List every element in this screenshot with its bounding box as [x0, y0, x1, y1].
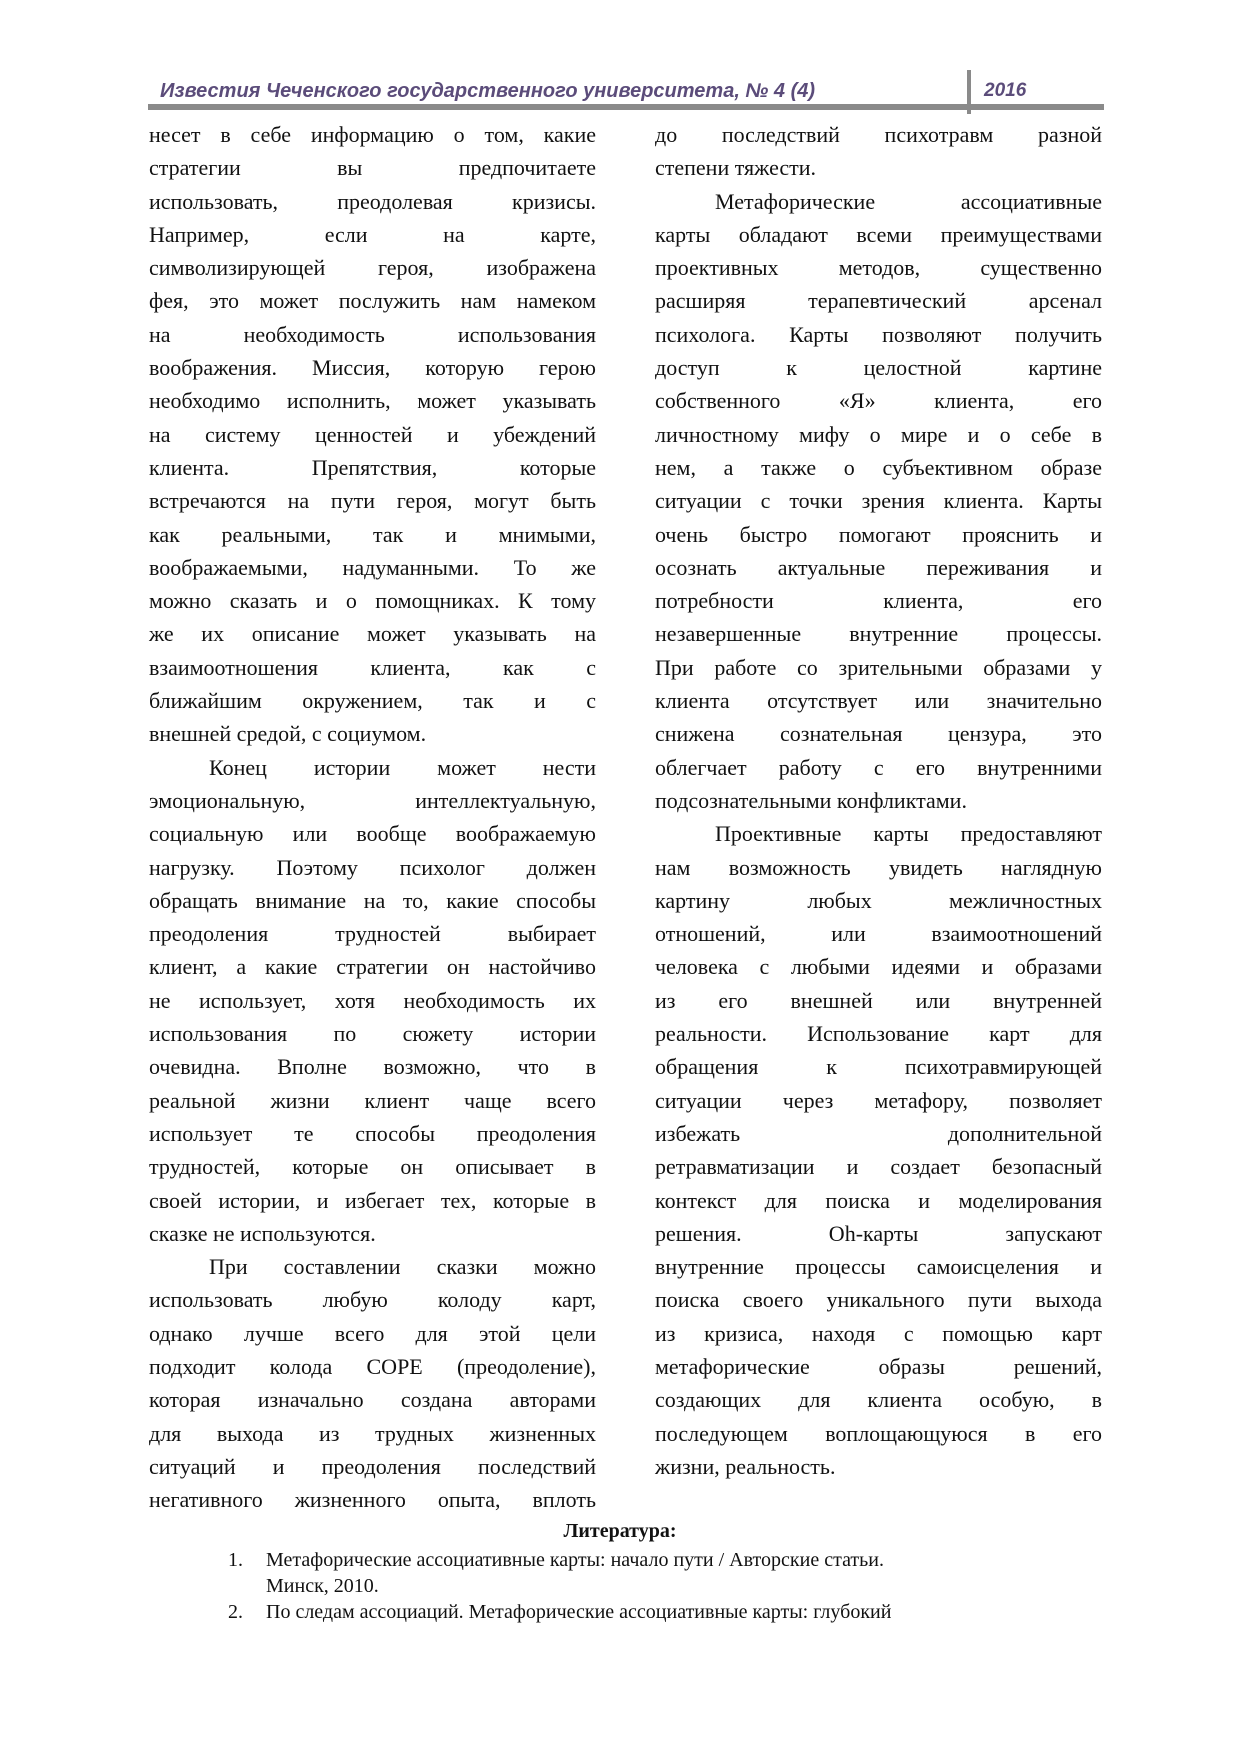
- text-line: подсознательными конфликтами.: [655, 787, 967, 813]
- text-line: снижена сознательная цензура, это: [655, 721, 1102, 747]
- text-line: встречаются на пути героя, могут быть: [149, 488, 596, 514]
- text-line: реальной жизни клиент чаще всего: [149, 1087, 596, 1113]
- text-line: сказке не используются.: [149, 1220, 376, 1246]
- text-line: можно сказать и о помощниках. К тому: [149, 588, 596, 614]
- text-line: проективных методов, существенно: [655, 255, 1102, 281]
- text-line: ближайшим окружением, так и с: [149, 688, 596, 714]
- text-line: нем, а также о субъективном образе: [655, 454, 1102, 480]
- text-line: которая изначально создана авторами: [149, 1387, 596, 1413]
- text-line: метафорические образы решений,: [655, 1353, 1102, 1379]
- reference-number: 2.: [228, 1601, 243, 1623]
- text-line: нам возможность увидеть наглядную: [655, 854, 1102, 880]
- text-line: же их описание может указывать на: [149, 621, 596, 647]
- paragraph: [149, 751, 596, 1250]
- text-line: из его внешней или внутренней: [655, 987, 1102, 1013]
- journal-year: 2016: [984, 80, 1027, 101]
- text-line: воображения. Миссия, которую герою: [149, 355, 596, 381]
- text-line: Конец истории может нести: [209, 754, 596, 780]
- text-line: ситуации через метафору, позволяет: [655, 1087, 1102, 1113]
- text-line: использует те способы преодоления: [149, 1120, 596, 1146]
- text-line: облегчает работу с его внутренними: [655, 754, 1102, 780]
- text-line: картину любых межличностных: [655, 887, 1102, 913]
- text-line: решения. Oh-карты запускают: [655, 1220, 1102, 1246]
- paragraph: [149, 1250, 596, 1516]
- text-line: своей истории, и избегает тех, которые в: [149, 1187, 596, 1213]
- text-line: карты обладают всеми преимуществами: [655, 221, 1102, 247]
- text-line: клиент, а какие стратегии он настойчиво: [149, 954, 596, 980]
- text-line: очевидна. Вполне возможно, что в: [149, 1054, 596, 1080]
- text-line: Например, если на карте,: [149, 221, 596, 247]
- text-line: очень быстро помогают прояснить и: [655, 521, 1102, 547]
- references-heading: Литература:: [563, 1520, 677, 1542]
- text-line: трудностей, которые он описывает в: [149, 1154, 596, 1180]
- paragraph: [655, 185, 1102, 818]
- reference-text: По следам ассоциаций. Метафорические ассоциативные карты: глубокий: [266, 1601, 892, 1623]
- text-line: на необходимость использования: [149, 321, 596, 347]
- reference-text: Минск, 2010.: [266, 1575, 379, 1597]
- text-line: несет в себе информацию о том, какие: [149, 122, 596, 147]
- text-line: однако лучше всего для этой цели: [149, 1320, 596, 1346]
- text-line: негативного жизненного опыта, вплоть: [149, 1487, 596, 1513]
- text-line: жизни, реальность.: [655, 1453, 836, 1479]
- text-line: реальности. Использование карт для: [655, 1021, 1102, 1047]
- text-line: на систему ценностей и убеждений: [149, 421, 596, 447]
- text-line: необходимо исполнить, может указывать: [149, 388, 596, 414]
- text-line: избежать дополнительной: [655, 1120, 1102, 1146]
- reference-number: 1.: [228, 1549, 243, 1571]
- text-line: ситуации с точки зрения клиента. Карты: [655, 488, 1102, 514]
- text-line: человека с любыми идеями и образами: [655, 954, 1102, 980]
- text-line: степени тяжести.: [655, 155, 817, 181]
- text-line: потребности клиента, его: [655, 588, 1102, 614]
- text-line: отношений, или взаимоотношений: [655, 921, 1102, 947]
- text-line: При составлении сказки можно: [209, 1254, 596, 1280]
- text-line: социальную или вообще воображаемую: [149, 821, 596, 847]
- text-line: использовать любую колоду карт,: [149, 1287, 596, 1313]
- text-line: незавершенные внутренние процессы.: [655, 621, 1102, 647]
- right-column: [655, 118, 1102, 1483]
- text-line: ретравматизации и создает безопасный: [655, 1154, 1102, 1180]
- text-line: расширяя терапевтический арсенал: [655, 288, 1102, 314]
- text-line: не использует, хотя необходимость их: [149, 987, 596, 1013]
- text-line: При работе со зрительными образами у: [655, 654, 1102, 680]
- text-line: доступ к целостной картине: [655, 355, 1102, 381]
- text-line: как реальными, так и мнимыми,: [149, 521, 596, 547]
- paragraph: [655, 118, 1102, 185]
- text-line: использования по сюжету истории: [149, 1021, 596, 1047]
- text-line: внутренние процессы самоисцеления и: [655, 1254, 1102, 1280]
- text-line: обращать внимание на то, какие способы: [149, 887, 596, 913]
- text-line: внешней средой, с социумом.: [149, 721, 427, 747]
- text-line: использовать, преодолевая кризисы.: [149, 188, 596, 214]
- text-line: взаимоотношения клиента, как с: [149, 654, 596, 680]
- text-line: стратегии вы предпочитаете: [149, 155, 596, 181]
- text-line: преодоления трудностей выбирает: [149, 921, 596, 947]
- text-line: клиента. Препятствия, которые: [149, 454, 596, 480]
- text-line: воображаемыми, надуманными. То же: [149, 554, 596, 580]
- text-line: обращения к психотравмирующей: [655, 1054, 1102, 1080]
- text-line: контекст для поиска и моделирования: [655, 1187, 1102, 1213]
- text-line: ситуаций и преодоления последствий: [149, 1453, 596, 1479]
- text-line: последующем воплощающуюся в его: [655, 1420, 1102, 1446]
- paragraph: [655, 817, 1102, 1483]
- journal-title: Известия Чеченского государственного университета, № 4 (4): [160, 80, 816, 102]
- header-rule: [148, 104, 1104, 110]
- text-line: подходит колода COPE (преодоление),: [149, 1353, 596, 1379]
- left-column: [149, 118, 596, 1516]
- text-line: Проективные карты предоставляют: [715, 821, 1102, 847]
- paragraph: [149, 118, 596, 751]
- text-line: клиента отсутствует или значительно: [655, 688, 1102, 714]
- text-line: поиска своего уникального пути выхода: [655, 1287, 1102, 1313]
- text-line: личностному мифу о мире и о себе в: [655, 421, 1102, 447]
- reference-text: Метафорические ассоциативные карты: начало пути / Авторские статьи.: [266, 1549, 884, 1571]
- text-line: фея, это может послужить нам намеком: [149, 288, 596, 314]
- text-line: осознать актуальные переживания и: [655, 554, 1102, 580]
- text-line: собственного «Я» клиента, его: [655, 388, 1102, 414]
- text-line: психолога. Карты позволяют получить: [655, 321, 1102, 347]
- text-line: эмоциональную, интеллектуальную,: [149, 787, 596, 813]
- text-line: Метафорические ассоциативные: [715, 188, 1102, 214]
- text-line: до последствий психотравм разной: [655, 122, 1102, 147]
- text-line: для выхода из трудных жизненных: [149, 1420, 596, 1446]
- text-line: создающих для клиента особую, в: [655, 1387, 1102, 1413]
- text-line: символизирующей героя, изображена: [149, 255, 596, 281]
- text-line: из кризиса, находя с помощью карт: [655, 1320, 1102, 1346]
- text-line: нагрузку. Поэтому психолог должен: [149, 854, 596, 880]
